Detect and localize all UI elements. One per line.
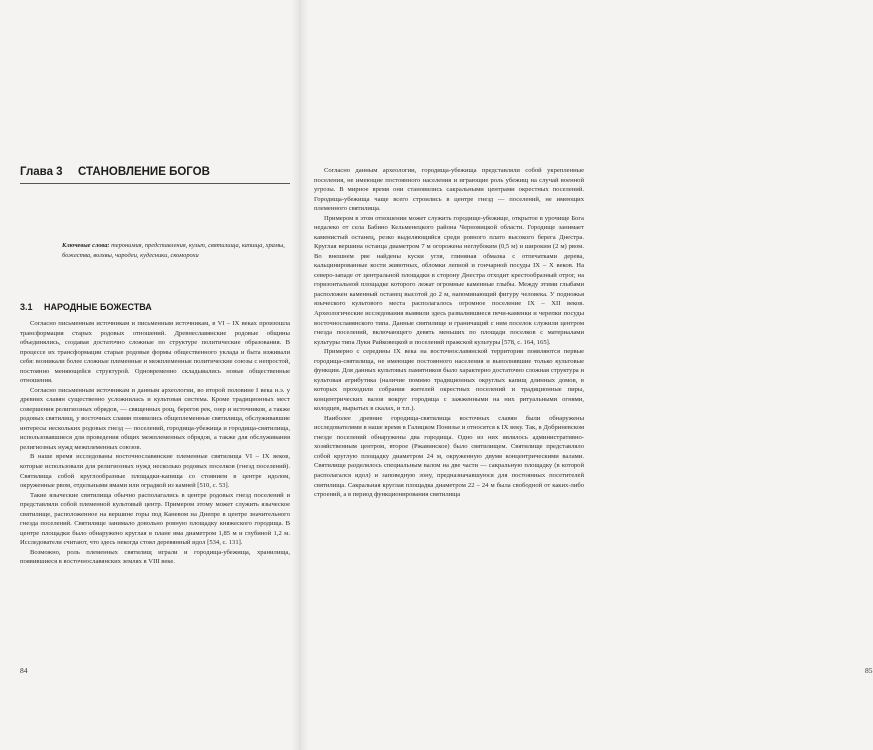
paragraph: Наиболее древние городища-святилища восточных славян были обнаружены исследователями в наше время в Галицком Понизье и относятся к IX веку. Так, в Добриневском гнезде поселений обнаружены два городища. Одно из них являлось административно-хозяйственным центром, второе (Ржавинское) было святилищем. Святилище представляло собой круглую площадку диаметром 24 м, окруженную двумя концентрическими валами. Святилище разделялось специальным валом на две части — сакральную площадку (в которой располагался идол) и заповедную зону, предназначавшуюся для постоянных посетителей святилища. Сакральная круглая площадка диаметром 22 – 24 м была свободной от каких-либо строений, а в период функционирования святилища	[314, 414, 584, 499]
paragraph: Возможно, роль племенных святилищ играли и городища-убежища, хранилища, появившиеся в восточнославянских землях в VIII веке.	[20, 548, 290, 566]
section-title: НАРОДНЫЕ БОЖЕСТВА	[44, 302, 152, 312]
paragraph: Согласно письменным источникам и письменным источникам, в VI – IX веках произошла трансформация старых родовых отношений. Древнеславянские родовые общины объединялись, создавая достаточно сложные по структуре политические образования. В процессе их трансформации старые родовые формы общественного уклада и быта изживали себя: возникали более сложные племенные и межплеменные политические союзы с непростой, постоянно меняющейся структурой. Одновременно складывались новые общественные отношения.	[20, 320, 290, 385]
page-number-right: 85	[865, 666, 873, 675]
paragraph: Такие языческие святилища обычно располагались в центре родовых гнезд поселений и представляли собой племенной культовый центр. Примером этому может служить языческое святилище, расположенное на вершине горы под Каневом на Днепре в центре значительного гнезда поселений. Святилище занимало довольно ровную площадку княжеского городища. В центре площадки было обнаружено круглая в плане яма диаметром 1,85 м и глубиной 1,2 м. Исследователи считают, что здесь некогда стоял деревянный идол [534, с. 131].	[20, 491, 290, 547]
chapter-rule	[20, 183, 290, 184]
paragraph: Согласно письменным источникам и данным археологии, во второй половине I века н.э. у древних славян существенно усложнилась и культовая система. Кроме традиционных мест совершения религиозных обрядов, — священных рощ, берегов рек, озер и источников, а также родовых святилищ, у восточных славян появились общеплеменные святилища, обслуживавшие интересы нескольких родовых гнезд — поселений, городища-убежища и городища-святилища, использовавшиеся для проведения общих межплеменных обрядов, а также для обслуживания религиозных нужд межплеменных союзов.	[20, 386, 290, 451]
paragraph: В наше время исследованы восточнославянские племенные святилища VI – IX веков, которые использовали для религиозных нужд несколько родовых поселков (гнезд поселений). Святилища собой круглообразные площадки-капища со стоянием в центре идолом, окруженные рвом, отдельными ямами или оградкой из камней [510, с. 53].	[20, 453, 290, 490]
chapter-heading	[20, 166, 290, 178]
paragraph: Примером в этом отношении может служить городище-убежище, открытое в урочище Бога недалеко от села Бабино Кельменецкого района Черновицкой области. Городище занимает каменистый останец, резко выделяющийся среди ровного плато высокого берега Днестра. Круглая вершина останца диаметром 7 м огорожена неглубоким (0,5 м) и широким (2 м) рвом. Во внешнем рве найдены куски угля, глиняная обмазка с отпечатками дерева, кальцинированные кости животных, обломки лепной и гончарной посуды IX – X веков. На северо-западе от центральной площадки в сторону Днестра отходит крестообразный отрог, на горизонтальной площадке которого лежат огромные каменные глыбы. Между этими глыбами расположен каменный останец высотой до 2 м, напоминающий фигуру человека. У подножья языческого культового места располагалось огромное поселение IX – XII веков. Археологические исследования выявили здесь развалившиеся печи-каменки и черепки посуды восточнославянского типа. Данные святилище и граничащий с ним поселок служили центром гнезда поселений, включающего девять меньших по площади поселков с материалами культуры типа Луки Райковецкой и поселений пражской культуры [578, с. 164, 165].	[314, 214, 584, 346]
chapter-title: СТАНОВЛЕНИЕ БОГОВ	[78, 166, 210, 178]
section-heading	[20, 302, 152, 312]
paragraph: Примерно с середины IX века на восточнославянской территории появляются первые городища-святилища, не имеющие постоянного населения и выполнявшие только культовые функции. Для данных культовых памятников было характерно достаточно сложная структура и культовая атрибутика (наличие помимо традиционных округлых капищ длинных домов, в которых проходили собрания жителей окрестных поселений и традиционные пиры, концентрических валов вокруг городища с зажженными на них ритуальными огнями, колодцев, вырытых в скалах, и т.п.).	[314, 348, 584, 413]
paragraph: Согласно данным археологии, городища-убежища представляли собой укрепленные поселения, не имеющие постоянного населения и играющие роль убежищ на случай военной угрозы. В мирное время они становились сакральными центрами окрестных поселений. Городища-убежища чаще всего строились в центре гнезд — поселений, не имеющих племенного святилища.	[314, 167, 584, 213]
section-number: 3.1	[20, 302, 33, 312]
keywords-text: теронимия, представления, культ, святилища, капища, храмы, божества, волхвы, чародеи, кудесники, скоморохи	[62, 242, 285, 259]
page-number-left: 84	[20, 666, 28, 675]
chapter-number: Глава 3	[20, 166, 63, 178]
keywords-block	[62, 241, 288, 260]
left-page	[0, 0, 300, 750]
left-body-text	[20, 319, 290, 655]
right-body-text	[314, 166, 584, 658]
keywords-label: Ключевые слова:	[62, 242, 110, 249]
